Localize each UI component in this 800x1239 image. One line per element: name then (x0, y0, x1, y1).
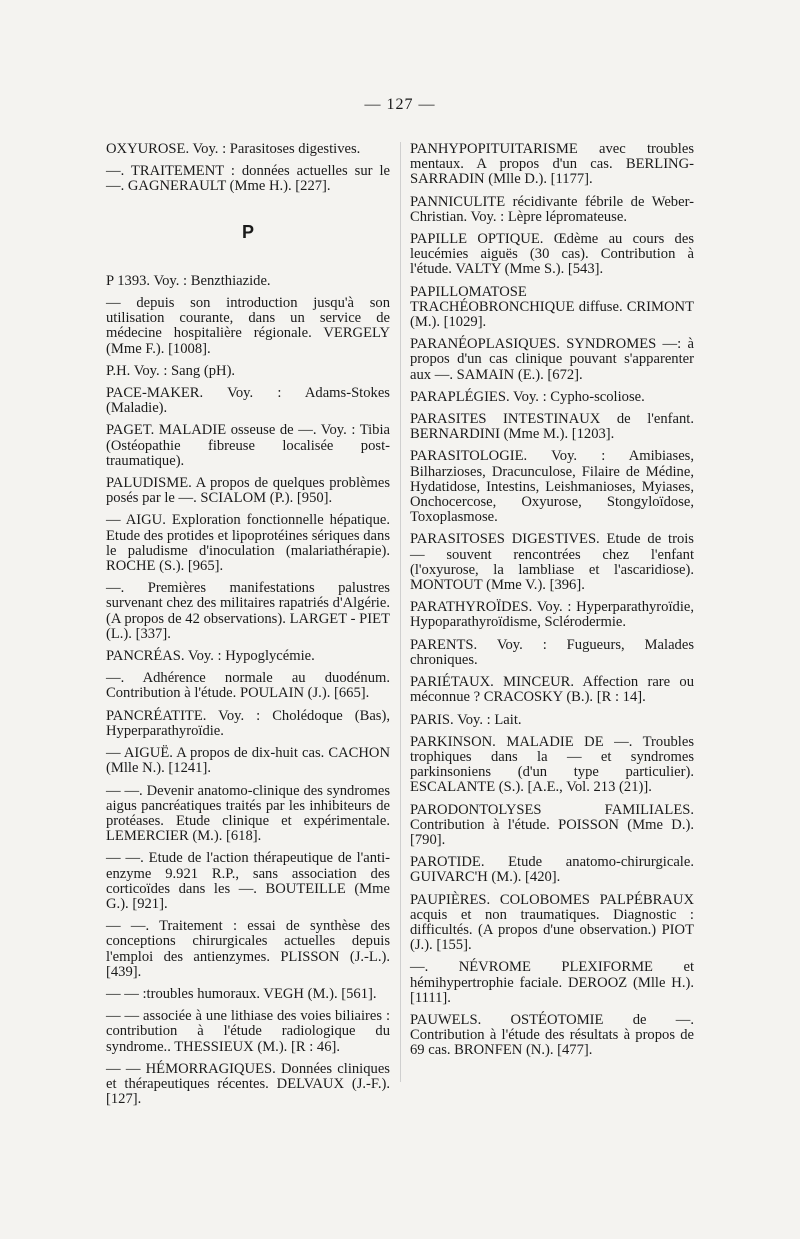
column-divider (400, 142, 401, 1082)
entry-text: Premières manifestations palustres survenant chez des militaires rapatriés d'Algérie. (A propos de 42 observations). LARGET - PIET (L.). [337]. (106, 580, 390, 642)
entry-heading: PALUDISME. (106, 475, 192, 492)
index-entry (410, 735, 694, 796)
index-entry (410, 532, 694, 593)
entry-text: Voy. : Adams-Stokes (Maladie). (106, 385, 390, 417)
index-entry (410, 337, 694, 383)
index-entry (410, 638, 694, 668)
index-entry (410, 960, 694, 1006)
entry-heading: PAUPIÈRES. (410, 891, 491, 908)
entry-text: de l'enfant. BERNARDINI (Mme M.). [1203]. (410, 411, 695, 443)
index-entry (410, 142, 694, 188)
index-entry (410, 1013, 694, 1059)
entry-text: Exploration fonctionnelle hépatique. Etude des protides et lipoprotéines sériques dans le paludisme d'inoculation (malariathérapie). ROCHE (S.). [965]. (106, 512, 391, 575)
entry-heading: — —. (106, 850, 144, 867)
entry-text: Traitement : essai de synthèse des conceptions chirurgicales actuelles depuis l'emploi des antienzymes. PLISSON (J.-L.). [439]. (106, 918, 390, 980)
index-entry (106, 1062, 390, 1108)
entry-text: Voy. : Hypoglycémie. (184, 648, 315, 665)
entry-text: OSTÉOTOMIE de —. Contribution à l'étude des résultats à propos de 69 cas. BRONFEN (N.). [477]. (410, 1011, 694, 1059)
left-column (106, 142, 390, 1114)
entry-text: diffuse. CRIMONT (M.). [1029]. (410, 298, 694, 331)
entry-heading: PARIS. (410, 711, 454, 728)
index-entry (410, 600, 694, 630)
entry-text: Voy. : Cypho-scoliose. (509, 388, 645, 405)
entry-heading: PARANÉOPLASIQUES. (410, 336, 560, 353)
index-entry (106, 364, 390, 379)
entry-text: Voy. : Fugueurs, Malades chroniques. (410, 636, 694, 668)
entry-text: COLOBOMES PALPÉBRAUX acquis et non traumatiques. Diagnostic : difficultés. (A propos d'une observation.) PIOT (J.). [155]. (410, 891, 694, 954)
entry-heading: PANHYPOPITUITARISME (410, 141, 578, 157)
entry-text: Voy. : Cholédoque (Bas), Hyperparathyroïdie. (106, 707, 390, 739)
entry-heading: P 1393. (106, 272, 151, 289)
entry-text: Voy. : Hyperparathyroïdie, Hypoparathyroïdisme, Sclérodermie. (410, 599, 694, 631)
entry-text: MINCEUR. Affection rare ou méconnue ? CRACOSKY (B.). [R : 14]. (410, 674, 694, 706)
entry-text: récidivante fébrile de Weber-Christian. Voy. : Lèpre lépromateuse. (410, 193, 694, 225)
index-entry (410, 390, 694, 405)
entry-text: Etude de trois — souvent rencontrées chez l'enfant (l'oxyurose, la lambliase et l'ascaridiose). MONTOUT (Mme V.). [396]. (410, 531, 694, 594)
entry-text: Adhérence normale au duodénum. Contribution à l'étude. POULAIN (J.). [665]. (106, 670, 390, 702)
entry-text: Données cliniques et thérapeutiques récentes. DELVAUX (J.-F.). [127]. (106, 1060, 390, 1108)
index-entry (106, 851, 390, 912)
entry-heading: PAGET. (106, 422, 155, 439)
entry-text: Œdème au cours des leucémies aiguës (30 cas). Contribution à l'étude. VALTY (Mme S.). [543]. (410, 231, 694, 278)
entry-text: Devenir anatomo-clinique des syndromes aigus pancréatiques traités par les inhibiteurs de protéases. Etude clinique et expérimentale. LEMERCIER (M.). [618]. (106, 782, 391, 845)
entry-text: avec troubles mentaux. A propos d'un cas. BERLING-SARRADIN (Mlle D.). [1177]. (410, 141, 694, 188)
entry-heading: — AIGUË. (106, 745, 173, 762)
entry-heading: PANCRÉAS. (106, 648, 185, 665)
page-number: — 127 — (364, 96, 436, 113)
index-entry (106, 386, 390, 416)
index-entry (410, 675, 694, 705)
entry-heading: —. (106, 580, 125, 597)
entry-heading: PARASITOLOGIE. (410, 448, 528, 465)
entry-heading: PAPILLE OPTIQUE. (410, 231, 544, 248)
index-entry (106, 513, 390, 574)
section-letter: P (241, 221, 254, 242)
entry-heading: PARODONTOLYSES FAMILIALES. (410, 801, 694, 818)
index-entry (106, 987, 390, 1002)
entry-heading: PAPILLOMATOSE TRACHÉOBRONCHIQUE (410, 283, 575, 315)
index-entry (106, 919, 390, 980)
entry-text: Voy. : Sang (pH). (130, 362, 236, 379)
index-entry (410, 449, 694, 525)
index-entry (410, 803, 694, 849)
entry-text: données actuelles sur le —. GAGNERAULT (Mme H.). [227]. (106, 163, 390, 195)
index-entry (106, 581, 390, 642)
index-entry (106, 709, 390, 739)
entry-heading: PANCRÉATITE. (106, 707, 207, 724)
entry-heading: — AIGU. (106, 512, 166, 529)
index-entry (106, 1009, 390, 1055)
index-entry (106, 649, 390, 664)
entry-text: depuis son introduction jusqu'à son utilisation courante, dans un service de médecine hospitalière régionale. VERGELY (Mme F.). [1008]. (106, 295, 390, 357)
entry-heading: —. NÉVROME PLEXIFORME (410, 959, 653, 976)
entry-heading: PANNICULITE (410, 193, 506, 210)
index-entry (410, 232, 694, 278)
index-entry (106, 746, 390, 776)
index-entry (410, 855, 694, 885)
entry-text: MALADIE DE —. Troubles trophiques dans la — et syndromes parkinsoniens (d'un type particulier). ESCALANTE (S.). [A.E., Vol. 213 (21)]. (410, 733, 694, 796)
entry-text: Voy. : Parasitoses digestives. (189, 141, 361, 157)
entry-heading: PARKINSON. (410, 733, 496, 750)
entry-heading: PARENTS. (410, 636, 478, 653)
entry-heading: PARAPLÉGIES. (410, 388, 510, 405)
entry-heading: PARASITES INTESTINAUX (410, 411, 601, 428)
entry-heading: PACE-MAKER. (106, 385, 204, 402)
entry-heading: PARATHYROÏDES. (410, 599, 533, 616)
entry-heading: — — (106, 1008, 140, 1025)
entry-text: Voy. : Benzthiazide. (150, 272, 271, 289)
index-entry (410, 713, 694, 728)
entry-heading: — —. (106, 782, 143, 799)
entry-text: A propos de dix-huit cas. CACHON (Mlle N.). [1241]. (106, 745, 390, 777)
entry-text: MALADIE osseuse de —. Voy. : Tibia (Ostéopathie fibreuse localisée post-traumatique). (106, 422, 390, 469)
entry-heading: PAROTIDE. (410, 854, 485, 871)
index-entry (106, 296, 390, 357)
entry-text: :troubles humoraux. VEGH (M.). [561]. (138, 985, 377, 1002)
entry-text: Etude anatomo-chirurgicale. GUIVARC'H (M.). [420]. (410, 854, 694, 886)
entry-text: et hémihypertrophie faciale. DEROOZ (Mlle H.). [1111]. (410, 959, 694, 1006)
entry-heading: P.H. (106, 362, 131, 379)
entry-heading: — —. (106, 918, 150, 935)
entry-heading: —. TRAITEMENT : (106, 163, 235, 180)
entry-text: A propos de quelques problèmes posés par le —. SCIALOM (P.). [950]. (106, 475, 390, 507)
entry-text: Voy. : Lait. (453, 711, 522, 728)
entry-text: Etude de l'action thérapeutique de l'anti-enzyme 9.921 R.P., sans association des corticoïdes dans les —. BOUTEILLE (Mme G.). [921]. (106, 850, 390, 912)
entry-text: associée à une lithiase des voies biliaires : contribution à l'étude radiologique du syndrome.. THESSIEUX (M.). [R : 46]. (106, 1008, 391, 1055)
entry-text: Contribution à l'étude. POISSON (Mme D.). [790]. (410, 816, 694, 848)
entry-heading: — (106, 295, 121, 312)
index-entry (410, 195, 694, 225)
index-entry (106, 142, 390, 157)
entry-heading: OXYUROSE. (106, 141, 190, 157)
index-entry (410, 893, 694, 954)
index-entry (106, 274, 390, 289)
index-entry (106, 476, 390, 506)
entry-heading: —. (106, 670, 125, 687)
index-entry (106, 164, 390, 194)
entry-text: Voy. : Amibiases, Bilharzioses, Dracunculose, Filaire de Médine, Hydatidose, Intestins, Leishmanioses, Myiases, Onchocercose, Oxyurose, Stongyloïdose, Toxoplasmose. (410, 448, 694, 526)
entry-heading: — — HÉMORRAGIQUES. (106, 1060, 276, 1077)
entry-heading: PARIÉTAUX. (410, 674, 494, 691)
index-entry (106, 671, 390, 701)
entry-heading: PARASITOSES DIGESTIVES. (410, 531, 600, 548)
index-entry (410, 285, 694, 331)
entry-heading: — — (106, 985, 139, 1002)
index-entry (106, 784, 390, 845)
entry-heading: PAUWELS. (410, 1011, 482, 1028)
entry-text: SYNDROMES —: à propos d'un cas clinique pouvant s'apparenter aux —. SAMAIN (E.). [672]. (410, 336, 694, 383)
right-column (410, 142, 694, 1066)
index-entry (106, 423, 390, 469)
index-entry (410, 412, 694, 442)
